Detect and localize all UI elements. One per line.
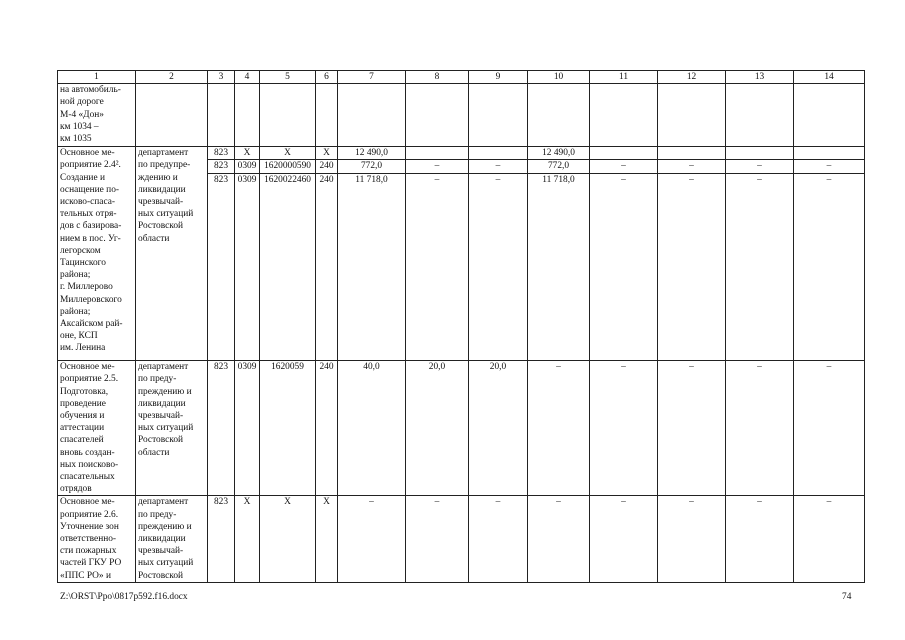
col-header: 11 <box>590 71 658 84</box>
col-header: 13 <box>726 71 794 84</box>
executor-cell: департамент по предупре- ждению и ликвидации чрезвычай- ных ситуаций Ростовской области <box>136 147 208 361</box>
code-section-cell: 0309 <box>235 361 260 496</box>
measure-name-cell: на автомобиль- ной дороге М-4 «Дон» км 1034 – км 1035 <box>58 84 136 147</box>
year-cell: – <box>794 361 865 496</box>
code-grbs-cell: 823 <box>208 496 235 582</box>
code-target-cell: 1620059 <box>260 361 316 496</box>
year-cell: – <box>590 496 658 582</box>
measure-name-cell: Основное ме- роприятие 2.6. Уточнение зон ответственно- сти пожарных частей ГКУ РО «ППС РО» и <box>58 496 136 582</box>
col-header: 4 <box>235 71 260 84</box>
year-cell: – – <box>726 147 794 361</box>
col-header: 5 <box>260 71 316 84</box>
year-cell: – <box>658 361 726 496</box>
year-cell: – <box>726 361 794 496</box>
code-target-cell: X 1620000590 1620022460 <box>260 147 316 361</box>
file-path: Z:\ORST\Ppo\0817p592.f16.docx <box>60 592 188 602</box>
table-row <box>58 496 865 582</box>
code-target-cell: X <box>260 496 316 582</box>
col-header: 1 <box>58 71 136 84</box>
year-cell: – <box>528 496 590 582</box>
year-cell: – <box>726 496 794 582</box>
measure-name-cell: Основное ме- роприятие 2.5. Подготовка, проведение обучения и аттестации спасателей вновь создан- ных поисково- спасательных отрядов <box>58 361 136 496</box>
code-section-cell: X 0309 0309 <box>235 147 260 361</box>
col-header: 14 <box>794 71 865 84</box>
code-grbs-cell: 823 823 823 <box>208 147 235 361</box>
code-grbs-cell: 823 <box>208 361 235 496</box>
col-header: 12 <box>658 71 726 84</box>
table-row <box>58 84 865 147</box>
col-header: 3 <box>208 71 235 84</box>
code-section-cell: X <box>235 496 260 582</box>
year-cell: – – <box>469 147 528 361</box>
code-type-cell: 240 <box>316 361 338 496</box>
table-row <box>58 361 865 496</box>
year-cell: – – <box>590 147 658 361</box>
col-header: 8 <box>406 71 469 84</box>
year-cell: 20,0 <box>406 361 469 496</box>
year-cell: – – <box>406 147 469 361</box>
year-cell: – <box>528 361 590 496</box>
table-row <box>58 147 865 361</box>
col-header: 6 <box>316 71 338 84</box>
code-type-cell: X <box>316 496 338 582</box>
col-header: 2 <box>136 71 208 84</box>
total-cell: 12 490,0 772,0 11 718,0 <box>338 147 406 361</box>
year-cell: – <box>658 496 726 582</box>
measure-name-cell: Основное ме- роприятие 2.4². Создание и оснащение по- исково-спаса- тельных отря- дов с базирова- нием в пос. Уг- легорском Тацинского района; г. Миллерово Миллеровского района; Аксайском рай- оне, КСП им. Ленина <box>58 147 136 361</box>
executor-cell: департамент по преду- преждению и ликвидации чрезвычай- ных ситуаций Ростовской <box>136 496 208 582</box>
year-cell: – – <box>794 147 865 361</box>
total-cell: – <box>338 496 406 582</box>
code-type-cell: X 240 240 <box>316 147 338 361</box>
year-cell: – <box>794 496 865 582</box>
executor-cell: департамент по преду- преждению и ликвидации чрезвычай- ных ситуаций Ростовской области <box>136 361 208 496</box>
page-number: 74 <box>842 592 852 602</box>
budget-table <box>57 70 865 583</box>
col-header: 10 <box>528 71 590 84</box>
year-cell: – <box>406 496 469 582</box>
year-cell: – <box>590 361 658 496</box>
column-number-row <box>58 71 865 84</box>
total-cell: 40,0 <box>338 361 406 496</box>
col-header: 9 <box>469 71 528 84</box>
year-cell: – <box>469 496 528 582</box>
year-cell: – – <box>658 147 726 361</box>
year-cell: 20,0 <box>469 361 528 496</box>
col-header: 7 <box>338 71 406 84</box>
year-cell: 12 490,0 772,0 11 718,0 <box>528 147 590 361</box>
